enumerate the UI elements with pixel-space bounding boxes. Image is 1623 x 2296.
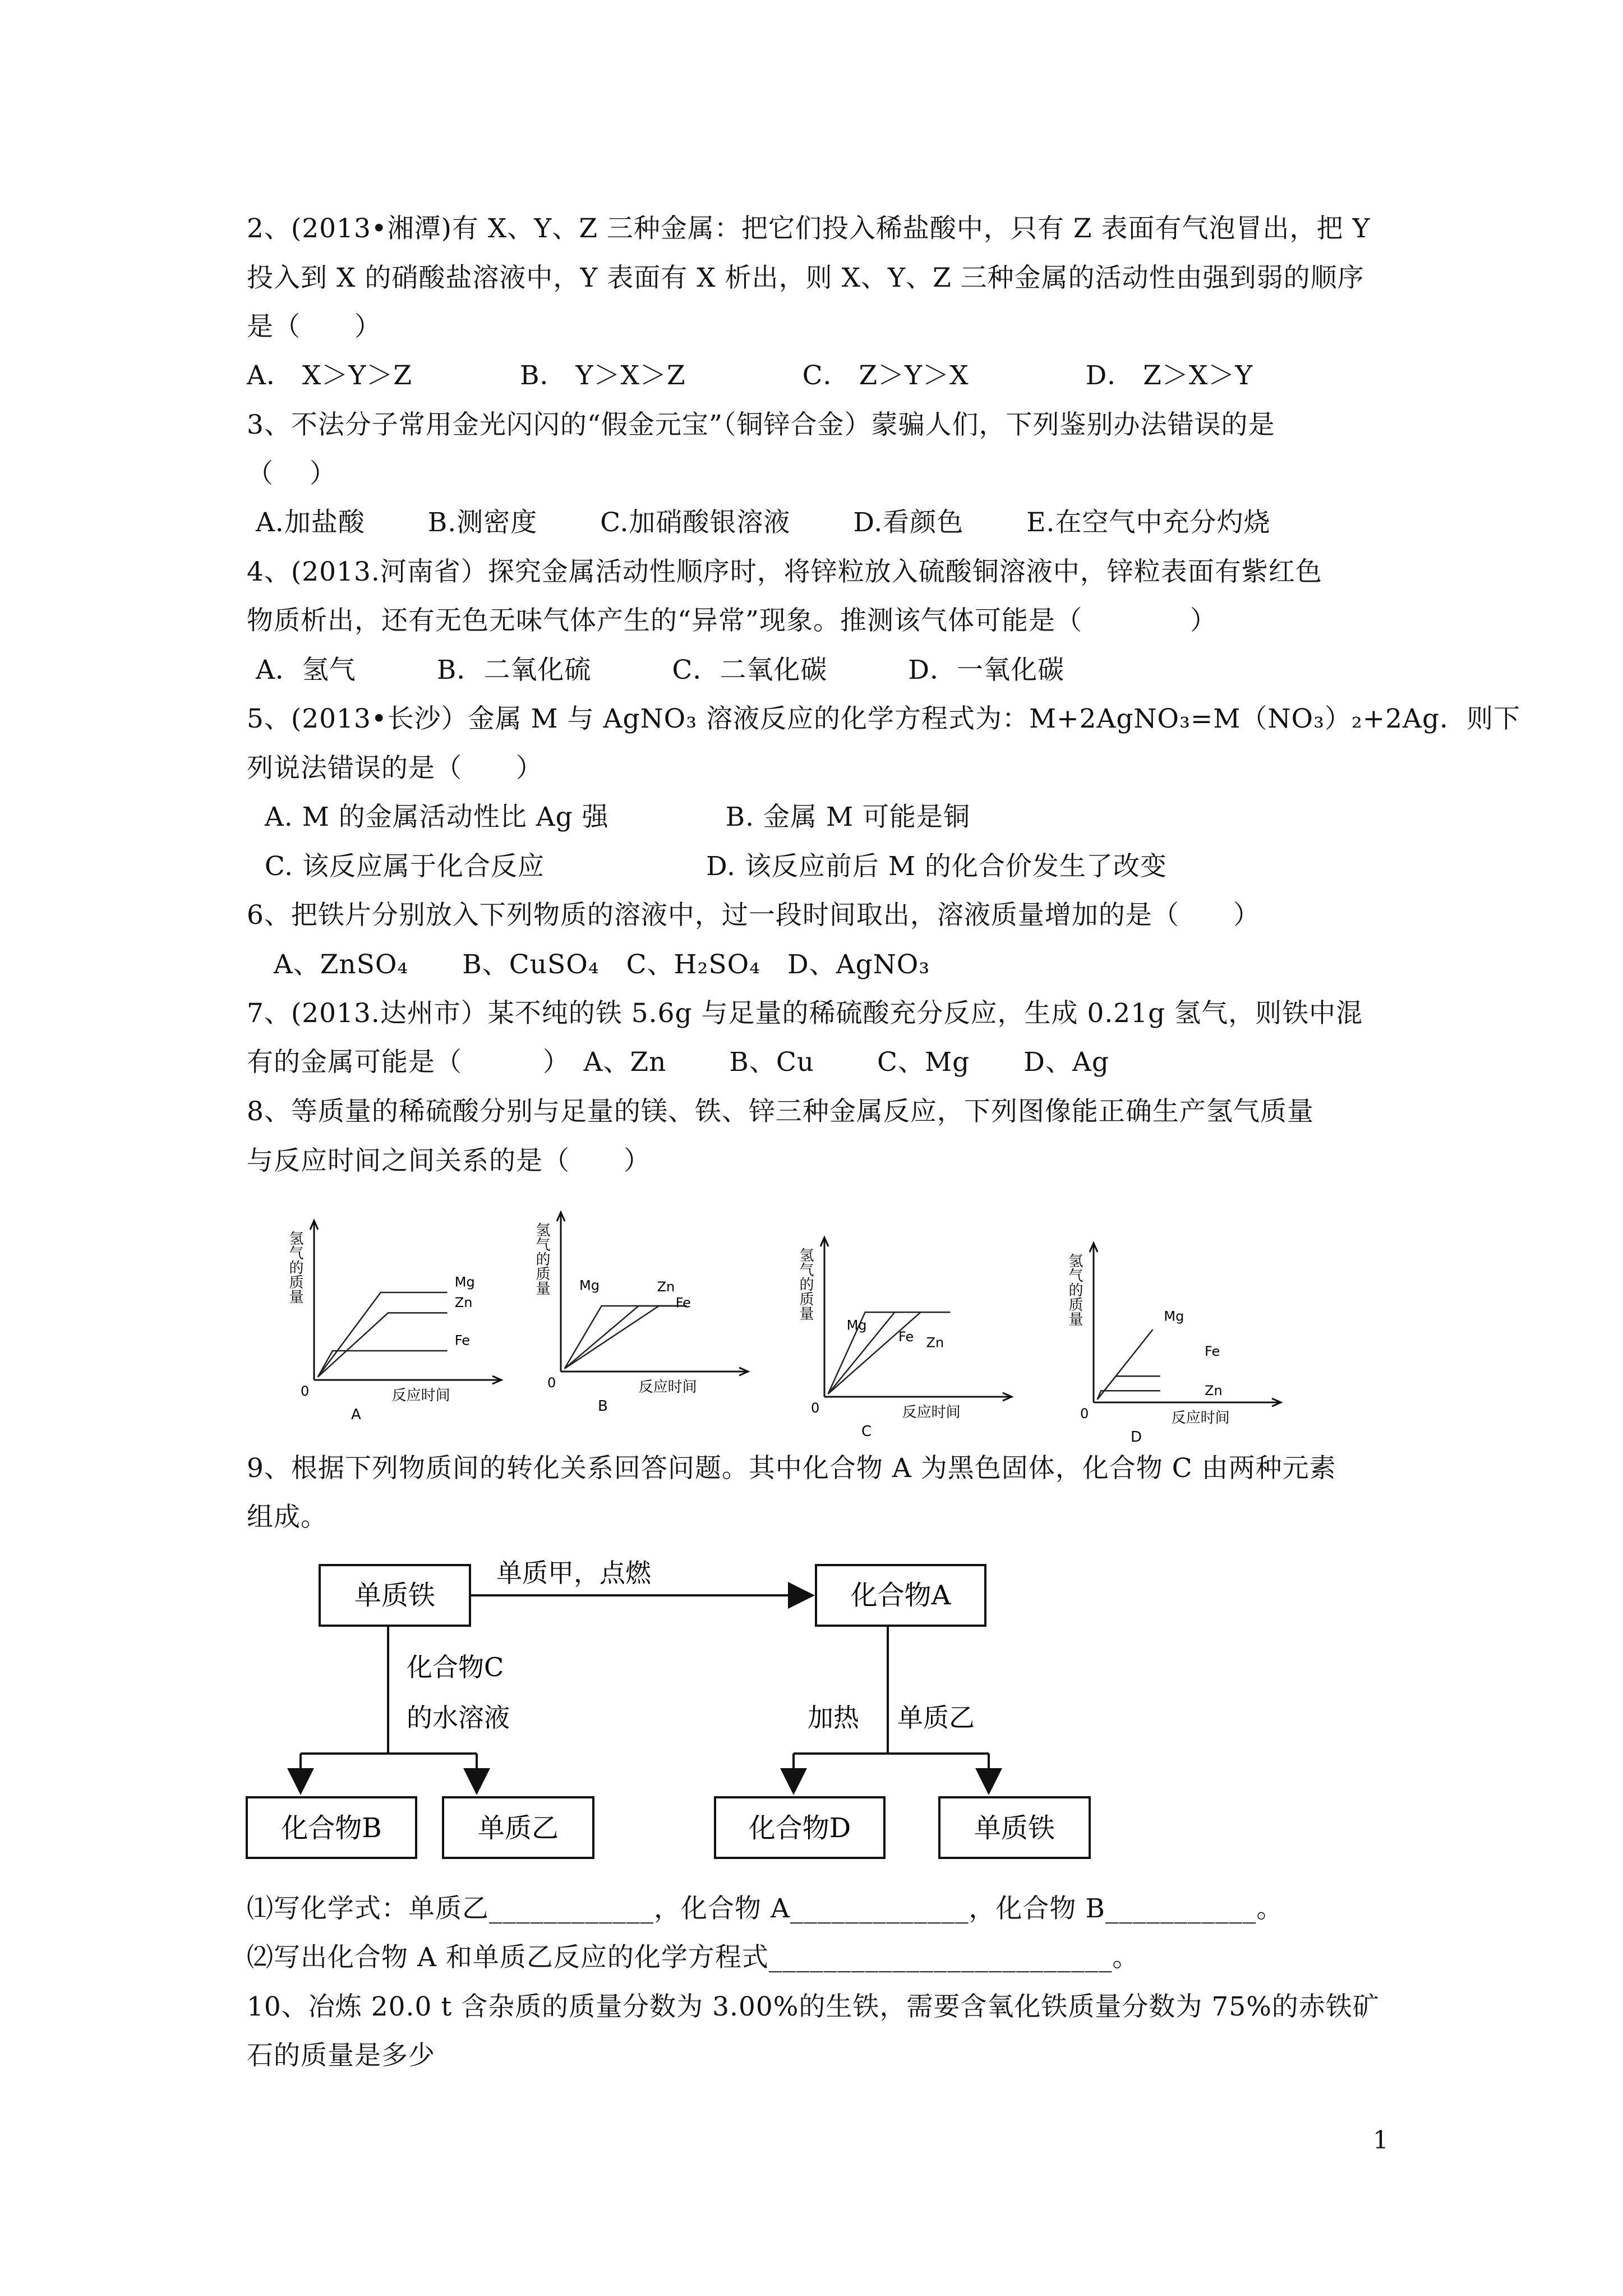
- series-line-zn: [318, 1313, 448, 1377]
- right-branch-label-1: 加热: [808, 1703, 859, 1733]
- series-label-mg: Mg: [579, 1277, 600, 1294]
- y-axis-label: 氢气的质量: [533, 1222, 550, 1295]
- question-5-line-1: 5、(2013•长沙）金属 M 与 AgNO₃ 溶液反应的化学方程式为：M+2AgNO₃=M（NO₃）₂+2Ag．则下: [247, 703, 1521, 734]
- question-8-graphs: [275, 1186, 1340, 1467]
- series-label-fe: Fe: [898, 1329, 914, 1345]
- iron-label-2: 单质铁: [974, 1812, 1055, 1844]
- question-6-options: A、ZnSO₄ B、CuSO₄ C、H₂SO₄ D、AgNO₃: [247, 949, 930, 980]
- question-9-part-2: ⑵写出化合物 A 和单质乙反应的化学方程式_________________________。: [247, 1942, 1140, 1973]
- question-5-line-2: 列说法错误的是（ ）: [247, 753, 543, 784]
- series-line-zn: [1098, 1391, 1160, 1400]
- question-9-line-2: 组成。: [247, 1502, 328, 1533]
- top-arrow-label: 单质甲，点燃: [496, 1558, 651, 1588]
- question-8-line-1: 8、等质量的稀硫酸分别与足量的镁、铁、锌三种金属反应，下列图像能正确生产氢气质量: [247, 1096, 1314, 1127]
- series-label-mg: Mg: [454, 1274, 475, 1290]
- page-number: 1: [1373, 2126, 1389, 2155]
- question-5-options-cd: C. 该反应属于化合反应 D. 该反应前后 M 的化合价发生了改变: [247, 851, 1167, 882]
- y-axis-label: 氢气的质量: [1066, 1253, 1083, 1326]
- question-2-options: A． X＞Y＞Z B． Y＞X＞Z C． Z＞Y＞X D． Z＞X＞Y: [247, 360, 1253, 391]
- question-3-line-2: （ ）: [247, 458, 336, 489]
- left-branch-label-1: 化合物C: [407, 1652, 504, 1682]
- question-7-line-2: 有的金属可能是（ ） A、Zn B、Cu C、Mg D、Ag: [247, 1047, 1109, 1078]
- question-2-line-1: 2、(2013•湘潭)有 X、Y、Z 三种金属：把它们投入稀盐酸中，只有 Z 表面有气泡冒出，把 Y: [247, 213, 1371, 244]
- question-3-line-1: 3、不法分子常用金光闪闪的“假金元宝”（铜锌合金）蒙骗人们，下列鉴别办法错误的是: [247, 409, 1275, 440]
- panel-letter: A: [351, 1406, 361, 1423]
- graph-panel-b: [533, 1212, 748, 1415]
- graph-panel-a: [287, 1221, 501, 1423]
- question-4-line-1: 4、(2013.河南省）探究金属活动性顺序时，将锌粒放入硫酸铜溶液中，锌粒表面有紫红色: [247, 556, 1322, 587]
- series-label-mg: Mg: [1164, 1308, 1184, 1324]
- series-label-zn: Zn: [657, 1279, 675, 1295]
- y-axis-label: 氢气的质量: [287, 1231, 303, 1304]
- series-line-mg: [318, 1292, 448, 1377]
- right-branch-label-2: 单质乙: [897, 1703, 975, 1733]
- panel-letter: C: [861, 1423, 872, 1440]
- panel-letter: B: [598, 1398, 608, 1415]
- question-7-line-1: 7、(2013.达州市）某不纯的铁 5.6g 与足量的稀硫酸充分反应，生成 0.21g 氢气，则铁中混: [247, 998, 1363, 1029]
- question-6-line-1: 6、把铁片分别放入下列物质的溶液中，过一段时间取出，溶液质量增加的是（ ）: [247, 900, 1260, 931]
- series-line-fe: [1098, 1376, 1160, 1400]
- question-4-options: A．氢气 B．二氧化硫 C．二氧化碳 D．一氧化碳: [247, 655, 1065, 685]
- x-axis-label: 反应时间: [391, 1387, 450, 1404]
- question-2-line-2: 投入到 X 的硝酸盐溶液中，Y 表面有 X 析出，则 X、Y、Z 三种金属的活动性由强到弱的顺序: [247, 263, 1364, 293]
- compound-d-label: 化合物D: [748, 1812, 851, 1844]
- iron-label: 单质铁: [354, 1580, 436, 1611]
- series-label-zn: Zn: [926, 1335, 944, 1351]
- series-label-fe: Fe: [1205, 1343, 1220, 1359]
- element-yi-label: 单质乙: [477, 1812, 559, 1844]
- question-4-line-2: 物质析出，还有无色无味气体产生的“异常”现象。推测该气体可能是（ ）: [247, 605, 1218, 636]
- question-9-line-1: 9、根据下列物质间的转化关系回答问题。其中化合物 A 为黑色固体，化合物 C 由两种元素: [247, 1453, 1336, 1484]
- series-line-mg: [565, 1306, 687, 1369]
- question-10-line-1: 10、冶炼 20.0 t 含杂质的质量分数为 3.00%的生铁，需要含氧化铁质量分数为 75%的赤铁矿: [247, 1991, 1380, 2022]
- panel-letter: D: [1131, 1429, 1142, 1446]
- y-axis-label: 氢气的质量: [797, 1248, 814, 1320]
- origin-label: 0: [301, 1383, 310, 1399]
- left-branch-label-2: 的水溶液: [407, 1703, 510, 1733]
- graph-panel-d: [1066, 1243, 1281, 1446]
- origin-label: 0: [547, 1375, 556, 1391]
- series-line-fe: [318, 1351, 448, 1377]
- x-axis-label: 反应时间: [638, 1379, 697, 1396]
- series-label-fe: Fe: [454, 1332, 471, 1349]
- series-label-zn: Zn: [1205, 1383, 1223, 1398]
- origin-label: 0: [1080, 1406, 1089, 1421]
- x-axis-label: 反应时间: [1171, 1410, 1230, 1427]
- question-8-line-2: 与反应时间之间关系的是（ ）: [247, 1145, 651, 1176]
- compound-a-label: 化合物A: [850, 1580, 951, 1611]
- series-label-mg: Mg: [846, 1317, 867, 1333]
- question-9-part-1: ⑴写化学式：单质乙____________，化合物 A_____________，化合物 B___________。: [247, 1893, 1284, 1924]
- series-label-fe: Fe: [675, 1295, 691, 1311]
- question-5-options-ab: A. M 的金属活动性比 Ag 强 B. 金属 M 可能是铜: [247, 802, 971, 832]
- series-label-zn: Zn: [454, 1295, 473, 1310]
- question-3-options: A.加盐酸 B.测密度 C.加硝酸银溶液 D.看颜色 E.在空气中充分灼烧: [247, 507, 1271, 538]
- question-10-line-2: 石的质量是多少: [247, 2040, 435, 2071]
- question-9-flow-diagram: [241, 1531, 1138, 1885]
- question-2-line-3: 是（ ）: [247, 311, 381, 342]
- origin-label: 0: [811, 1400, 820, 1416]
- compound-b-label: 化合物B: [281, 1812, 382, 1844]
- x-axis-label: 反应时间: [902, 1404, 961, 1421]
- graph-panel-c: [797, 1237, 1012, 1440]
